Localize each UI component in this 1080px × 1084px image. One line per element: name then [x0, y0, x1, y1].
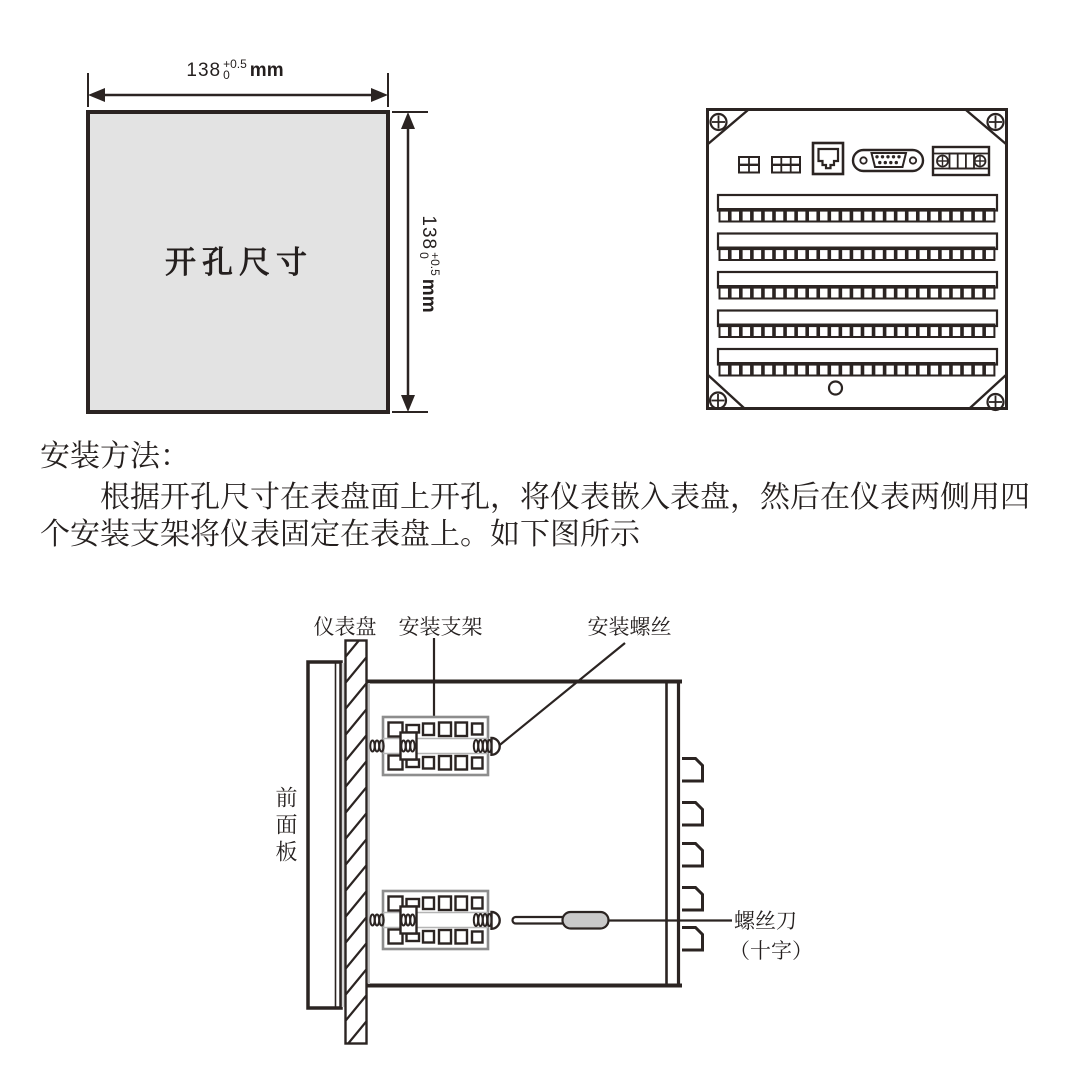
rear-terminal-tab: [682, 759, 703, 782]
rear-terminal-tab: [682, 803, 703, 826]
terminal-strip: [718, 349, 997, 376]
arrowhead-right-icon: [371, 88, 388, 102]
bracket-clip: [472, 724, 483, 735]
bracket-clip: [439, 756, 451, 770]
tolerance-lower: 0: [223, 68, 230, 82]
bracket-clip: [456, 756, 468, 770]
terminal-strip: [718, 234, 997, 261]
dim-tolerance: [418, 252, 440, 276]
screwdriver: [513, 912, 609, 929]
screwdriver-handle: [563, 912, 609, 929]
instructions-heading: 安装方法：: [40, 440, 190, 473]
rear-panel-hole: [829, 382, 842, 395]
bracket-clip: [472, 932, 483, 943]
screw-head: [492, 738, 500, 755]
screw-spring: [379, 915, 383, 926]
terminal-strip: [718, 195, 997, 222]
instrument-panel-wall: [346, 641, 367, 1044]
terminal-strip: [718, 311, 997, 338]
bracket-clip: [472, 898, 483, 909]
rj45-port: [813, 143, 843, 174]
dim-width-label: [160, 53, 310, 89]
screw-spring: [379, 741, 383, 752]
bracket-clip: [423, 757, 434, 769]
bracket-clip: [456, 723, 468, 737]
arrowhead-left-icon: [88, 88, 105, 102]
bracket-clip: [456, 930, 468, 944]
arrowhead-down-icon: [401, 395, 415, 412]
bracket-clip: [439, 897, 451, 911]
cutout-dimension-figure: [40, 45, 460, 440]
label-front-panel: 前面板: [273, 786, 298, 867]
installation-figure: [255, 605, 815, 1080]
screw-head: [492, 912, 500, 929]
cutout-label: 开孔尺寸: [165, 245, 313, 280]
bracket-clip: [456, 897, 468, 911]
arrowhead-up-icon: [401, 112, 415, 129]
tolerance-lower: 0: [417, 252, 431, 259]
bracket-clip: [423, 724, 434, 736]
leader-screw: [499, 643, 626, 746]
tolerance-upper: +0.5: [223, 57, 247, 71]
bracket-clip: [423, 898, 434, 910]
label-screwdriver-line2: （十字）: [729, 939, 813, 963]
front-panel-bezel: [308, 662, 345, 1008]
rear-panel-figure: [706, 108, 1008, 410]
rear-terminal-tab: [682, 844, 703, 867]
terminal-3way: [772, 157, 800, 173]
label-screwdriver-line1: 螺丝刀: [734, 909, 797, 933]
terminal-2way: [739, 157, 759, 173]
dim-value: 138: [186, 60, 222, 81]
mounting-bracket-upper: [370, 717, 499, 775]
rear-terminal-tab: [682, 928, 703, 951]
label-mounting-screw: 安装螺丝: [587, 615, 672, 639]
corner-screw-icon: [710, 393, 726, 409]
label-instrument-panel: 仪表盘: [313, 615, 377, 639]
label-mounting-bracket: 安装支架: [398, 615, 483, 639]
corner-screw-icon: [988, 114, 1004, 130]
db9-serial-connector: [853, 150, 923, 171]
bracket-clip: [423, 931, 434, 943]
tolerance-upper: +0.5: [428, 252, 442, 276]
dim-tolerance: [223, 59, 247, 81]
rear-terminal-tab: [682, 888, 703, 911]
corner-screw-icon: [988, 394, 1004, 410]
dim-value: 138: [418, 215, 439, 251]
mounting-bracket-lower: [370, 891, 499, 949]
bracket-clip: [439, 723, 451, 737]
installation-instructions: [40, 438, 1045, 553]
bracket-clip: [472, 758, 483, 769]
screwdriver-shaft: [513, 917, 567, 924]
instructions-body: 根据开孔尺寸在表盘面上开孔，将仪表嵌入表盘，然后在仪表两侧用四个安装支架将仪表固定在表盘上。如下图所示: [40, 481, 1030, 551]
dim-unit: mm: [249, 60, 284, 81]
terminal-strip: [718, 272, 997, 299]
power-terminal: [933, 147, 989, 175]
corner-screw-icon: [711, 114, 727, 130]
dim-unit: mm: [418, 278, 439, 313]
dim-height-label: [410, 189, 446, 339]
bracket-clip: [439, 930, 451, 944]
